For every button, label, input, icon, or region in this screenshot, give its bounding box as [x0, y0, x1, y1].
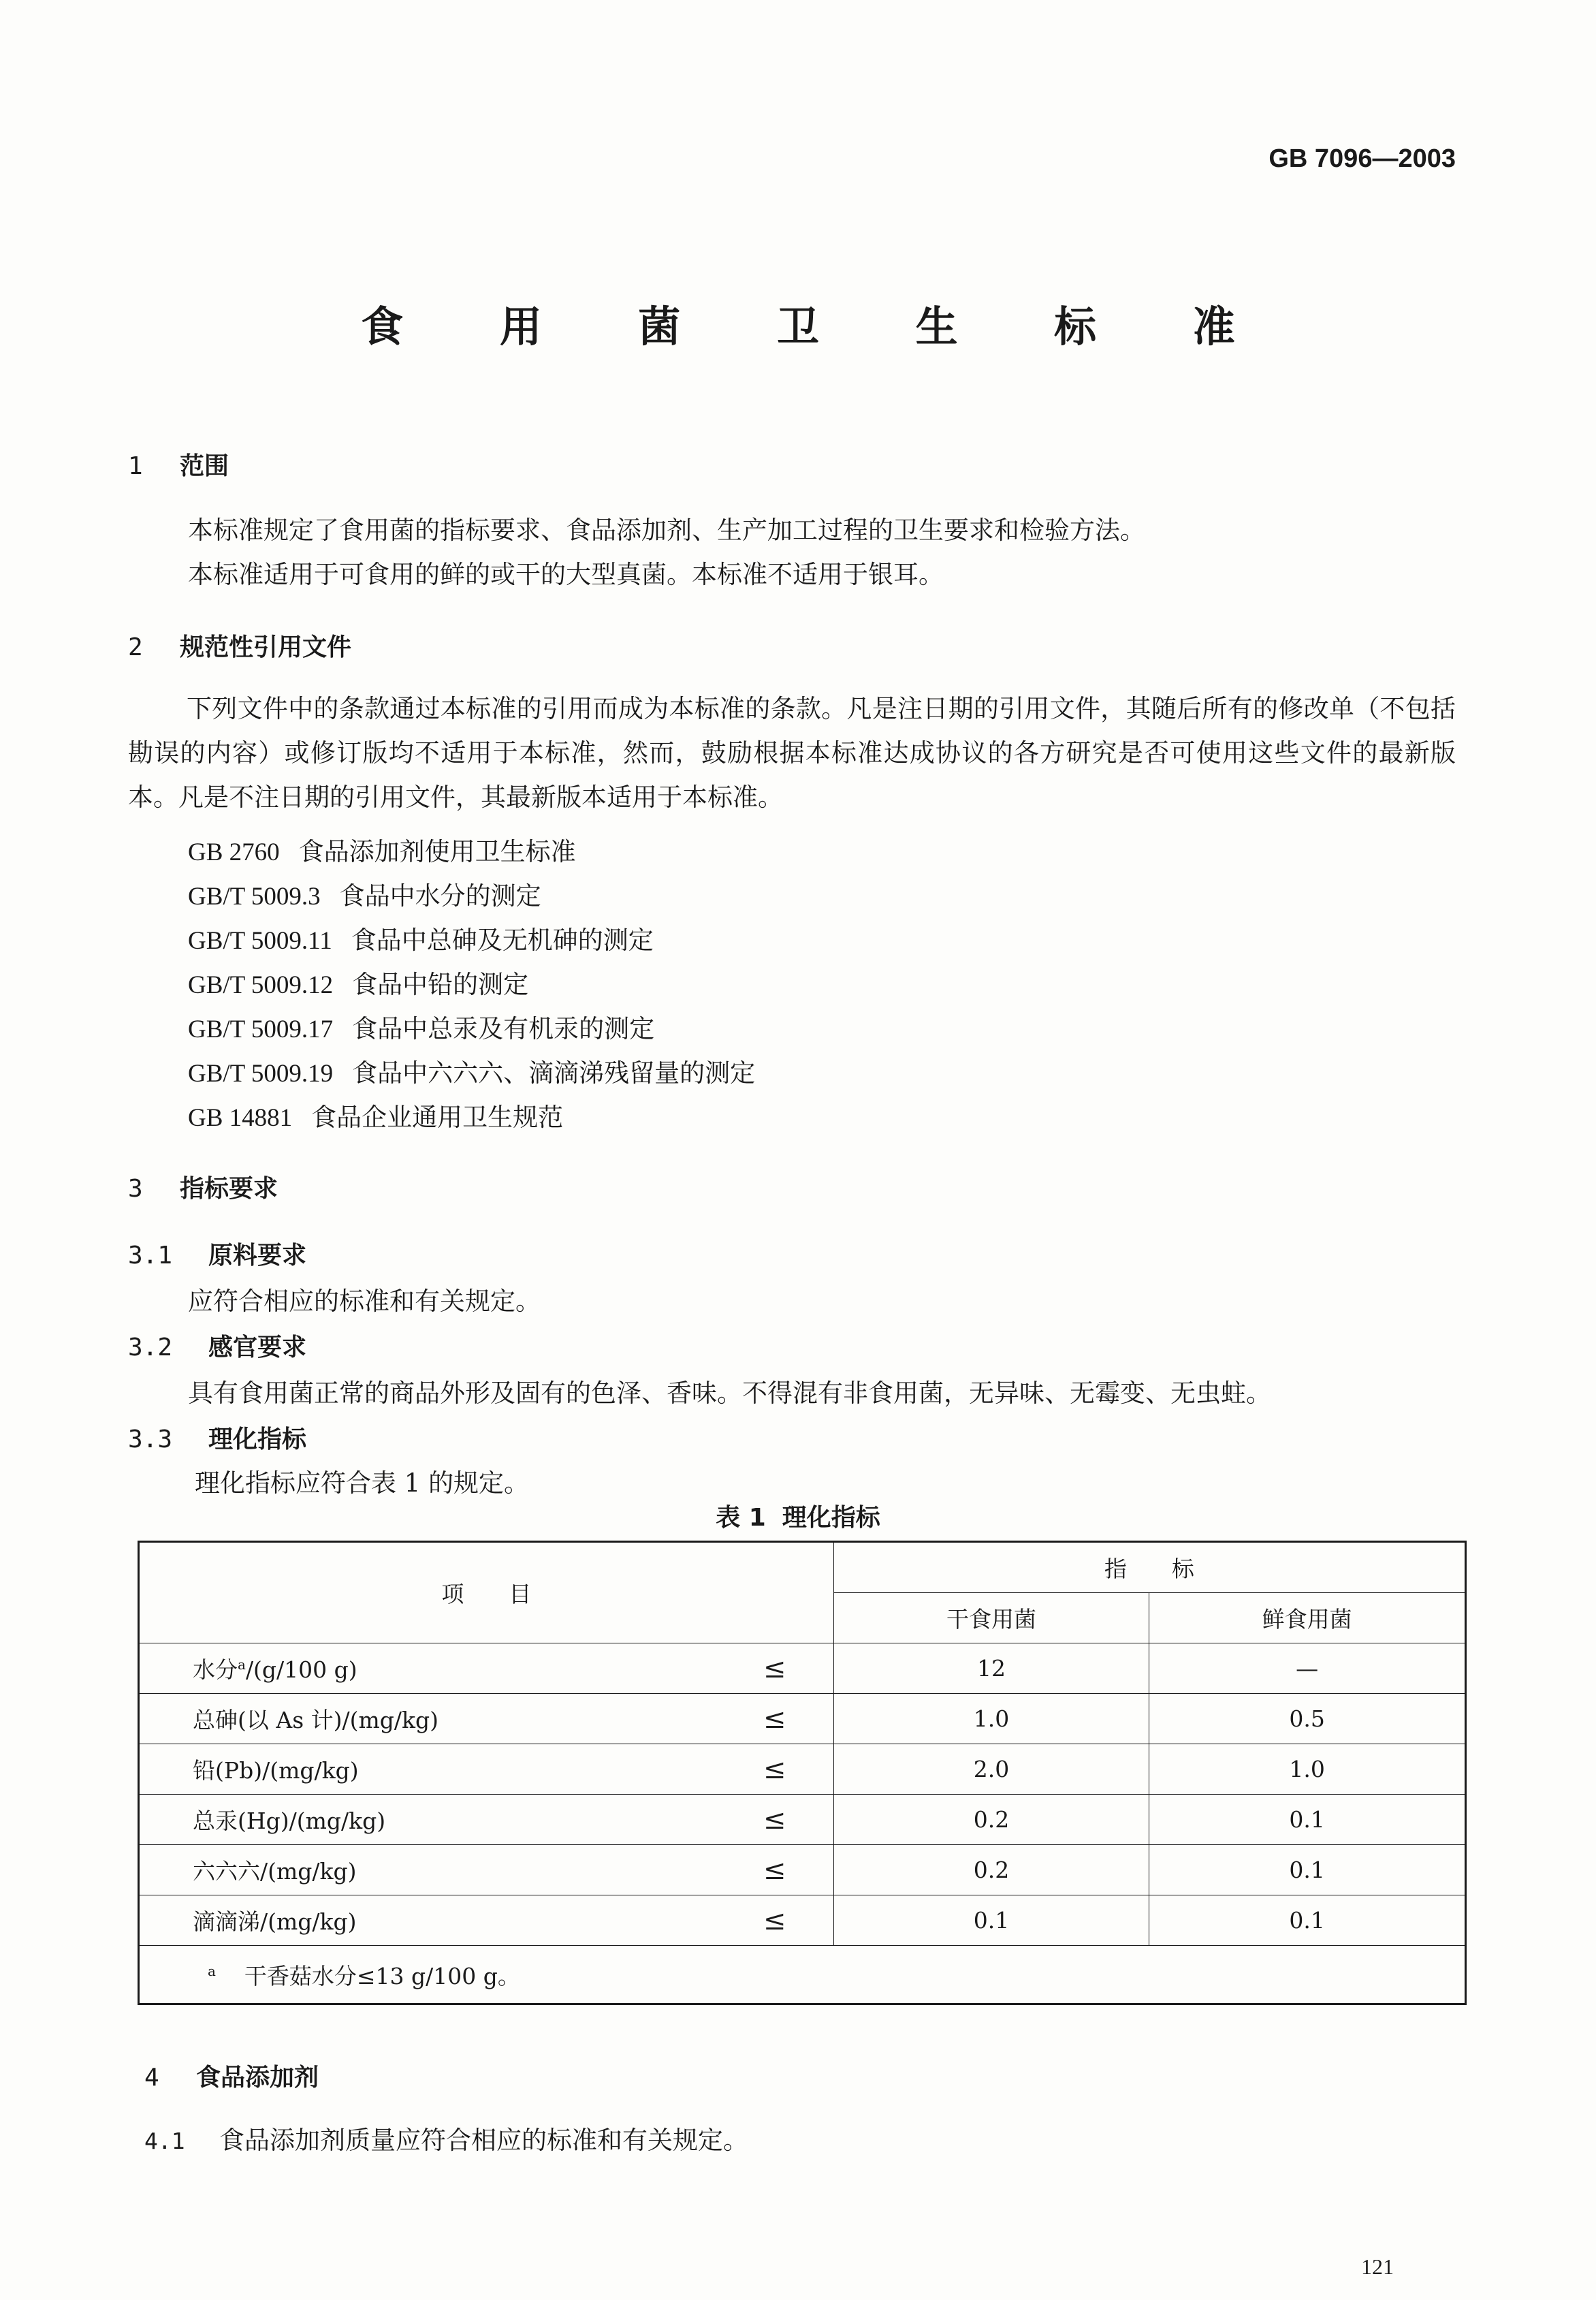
- reference-title: 食品企业通用卫生规范: [311, 1103, 564, 1132]
- table-caption: [0, 1498, 1596, 1533]
- section-2-paragraph: 下列文件中的条款通过本标准的引用而成为本标准的条款。凡是注日期的引用文件，其随后所有的修改单（不包括勘误的内容）或修订版均不适用于本标准，然而，鼓励根据本标准达成协议的各方研究是否可使用这些文件的最新版本。凡是不注日期的引用文件，其最新版本适用于本标准。: [128, 694, 1456, 812]
- footnote-text: 干香菇水分≤13 g/100 g。: [244, 1962, 520, 1989]
- footnote-ref: a: [238, 1656, 246, 1673]
- reference-code: GB 14881: [188, 1104, 293, 1132]
- table-header-row: [139, 1542, 1466, 1593]
- fresh-value: 0.1: [1149, 1895, 1466, 1946]
- dry-value: 0.2: [833, 1845, 1149, 1895]
- header-fresh: 鲜食用菌: [1149, 1593, 1466, 1643]
- section-1-paragraph-1: 本标准规定了食用菌的指标要求、食品添加剂、生产加工过程的卫生要求和检验方法。: [188, 516, 1145, 545]
- reference-code: GB/T 5009.17: [188, 1015, 334, 1043]
- reference-item: [188, 1097, 563, 1133]
- table-footnote-row: [139, 1946, 1466, 2004]
- section-number: 3.3: [128, 1425, 173, 1453]
- section-3-1-text: 应符合相应的标准和有关规定。: [188, 1287, 541, 1316]
- table-row: [139, 1694, 1466, 1744]
- le-symbol: ≤: [716, 1795, 834, 1845]
- reference-title: 食品添加剂使用卫生标准: [298, 837, 576, 866]
- page-number: 121: [1361, 2254, 1394, 2279]
- reference-item: [188, 919, 654, 956]
- le-symbol: ≤: [716, 1895, 834, 1946]
- section-1-paragraph-2: 本标准适用于可食用的鲜的或干的大型真菌。本标准不适用于银耳。: [188, 560, 944, 589]
- table-title: 理化指标: [782, 1504, 880, 1532]
- fresh-value: 0.1: [1149, 1845, 1466, 1895]
- row-item: 铅(Pb)/(mg/kg): [139, 1744, 716, 1795]
- table-row: [139, 1845, 1466, 1895]
- reference-code: GB 2760: [188, 838, 280, 866]
- item-unit: /(g/100 g): [245, 1656, 357, 1683]
- reference-title: 食品中六六六、滴滴涕残留量的测定: [352, 1058, 756, 1088]
- reference-code: GB/T 5009.19: [188, 1060, 334, 1088]
- table-row: [139, 1795, 1466, 1845]
- row-item: [139, 1643, 716, 1694]
- reference-item: [188, 964, 528, 1001]
- table-row: [139, 1744, 1466, 1795]
- reference-code: GB/T 5009.12: [188, 971, 334, 999]
- section-number: 4: [144, 2064, 159, 2092]
- header-index: 指 标: [833, 1542, 1465, 1593]
- section-number: 3: [128, 1175, 143, 1203]
- standard-number: GB 7096—2003: [1268, 144, 1456, 173]
- section-title: 规范性引用文件: [180, 633, 352, 661]
- section-3-3-heading: [128, 1420, 306, 1455]
- reference-item: [188, 1008, 654, 1045]
- dry-value: 2.0: [833, 1744, 1149, 1795]
- row-item: 滴滴涕/(mg/kg): [139, 1895, 716, 1946]
- document-title: 食 用 菌 卫 生 标 准: [361, 302, 1276, 351]
- section-title: 食品添加剂: [196, 2064, 319, 2092]
- table-row: [139, 1643, 1466, 1694]
- row-item: 六六六/(mg/kg): [139, 1845, 716, 1895]
- section-title: 范围: [180, 452, 229, 480]
- footnote-mark: a: [208, 1962, 216, 1979]
- dry-value: 1.0: [833, 1694, 1149, 1744]
- row-item: 总砷(以 As 计)/(mg/kg): [139, 1694, 716, 1744]
- section-3-1-heading: [128, 1236, 306, 1271]
- item-name: 水分: [193, 1656, 238, 1683]
- fresh-value: 0.5: [1149, 1694, 1466, 1744]
- section-title: 感官要求: [208, 1334, 307, 1361]
- properties-table: [138, 1541, 1467, 2005]
- section-number: 3.1: [128, 1242, 173, 1270]
- section-2-heading: [128, 628, 351, 663]
- reference-code: GB/T 5009.3: [188, 883, 321, 911]
- header-dry: 干食用菌: [833, 1593, 1149, 1643]
- section-number: 3.2: [128, 1334, 173, 1361]
- dry-value: 0.2: [833, 1795, 1149, 1845]
- reference-title: 食品中总砷及无机砷的测定: [351, 926, 654, 955]
- section-number: 1: [128, 452, 143, 480]
- le-symbol: ≤: [716, 1694, 834, 1744]
- section-3-2-heading: [128, 1328, 306, 1363]
- section-4-heading: [144, 2058, 319, 2093]
- section-title: 原料要求: [208, 1242, 307, 1270]
- section-text: 食品添加剂质量应符合相应的标准和有关规定。: [219, 2126, 748, 2155]
- table-row: [139, 1895, 1466, 1946]
- reference-item: [188, 875, 541, 912]
- le-symbol: ≤: [716, 1744, 834, 1795]
- header-item: 项 目: [139, 1542, 834, 1643]
- section-title: 理化指标: [208, 1425, 307, 1453]
- le-symbol: ≤: [716, 1845, 834, 1895]
- section-1-heading: [128, 447, 229, 482]
- section-number: 4.1: [144, 2128, 185, 2154]
- reference-code: GB/T 5009.11: [188, 927, 332, 955]
- fresh-value: —: [1149, 1643, 1466, 1694]
- reference-title: 食品中水分的测定: [339, 881, 541, 911]
- section-3-heading: [128, 1169, 278, 1204]
- section-3-2-text: 具有食用菌正常的商品外形及固有的色泽、香味。不得混有非食用菌，无异味、无霉变、无虫蛀。: [188, 1379, 1271, 1408]
- fresh-value: 0.1: [1149, 1795, 1466, 1845]
- fresh-value: 1.0: [1149, 1744, 1466, 1795]
- le-symbol: ≤: [716, 1643, 834, 1694]
- section-title: 指标要求: [180, 1175, 278, 1203]
- table-number: 表 1: [716, 1504, 766, 1532]
- section-3-3-text: 理化指标应符合表 1 的规定。: [195, 1468, 530, 1498]
- reference-item: [188, 831, 576, 868]
- dry-value: 12: [833, 1643, 1149, 1694]
- row-item: 总汞(Hg)/(mg/kg): [139, 1795, 716, 1845]
- table-footnote: [139, 1946, 1466, 2004]
- section-number: 2: [128, 633, 143, 661]
- reference-title: 食品中总汞及有机汞的测定: [352, 1014, 655, 1043]
- reference-item: [188, 1052, 755, 1089]
- dry-value: 0.1: [833, 1895, 1149, 1946]
- reference-title: 食品中铅的测定: [352, 970, 529, 999]
- section-4-1-text: [144, 2120, 748, 2156]
